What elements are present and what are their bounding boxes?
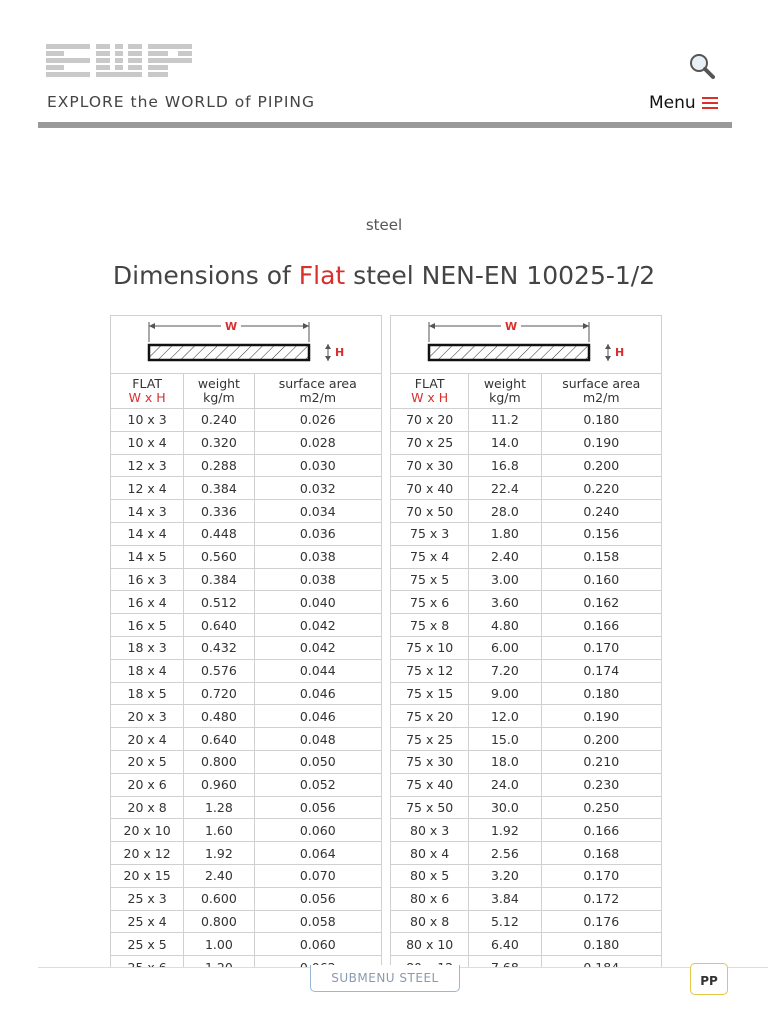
title-suffix: steel NEN-EN 10025-1/2 [345, 261, 656, 290]
hamburger-icon [702, 97, 718, 109]
weight-cell: 14.0 [469, 431, 541, 454]
weight-cell: 0.576 [184, 659, 254, 682]
weight-cell: 3.84 [469, 887, 541, 910]
table-row [111, 500, 382, 523]
flat-size-cell: 70 x 40 [391, 477, 469, 500]
flat-size-cell: 80 x 3 [391, 819, 469, 842]
submenu-steel-button[interactable]: SUBMENU STEEL [310, 965, 460, 992]
table-row [391, 682, 662, 705]
table-row [111, 636, 382, 659]
surface-area-cell: 0.174 [541, 659, 661, 682]
flat-size-cell: 10 x 4 [111, 431, 184, 454]
weight-cell: 0.336 [184, 500, 254, 523]
table-row [391, 887, 662, 910]
weight-cell: 1.28 [184, 796, 254, 819]
weight-cell: 4.80 [469, 614, 541, 637]
table-row [391, 636, 662, 659]
dimensions-table-left [110, 315, 382, 979]
flat-size-cell: 20 x 3 [111, 705, 184, 728]
weight-cell: 0.720 [184, 682, 254, 705]
flat-size-cell: 75 x 50 [391, 796, 469, 819]
flat-size-cell: 75 x 10 [391, 636, 469, 659]
weight-cell: 1.92 [184, 842, 254, 865]
table-row [391, 796, 662, 819]
surface-area-cell: 0.180 [541, 933, 661, 956]
table-row [391, 409, 662, 432]
flat-size-cell: 75 x 3 [391, 522, 469, 545]
surface-area-cell: 0.038 [254, 545, 381, 568]
surface-area-cell: 0.046 [254, 682, 381, 705]
surface-area-cell: 0.170 [541, 636, 661, 659]
surface-area-cell: 0.190 [541, 705, 661, 728]
table-row [111, 773, 382, 796]
surface-area-cell: 0.240 [541, 500, 661, 523]
flat-size-cell: 75 x 30 [391, 750, 469, 773]
header-divider [38, 122, 732, 128]
weight-cell: 1.60 [184, 819, 254, 842]
table-row [391, 819, 662, 842]
weight-cell: 15.0 [469, 728, 541, 751]
surface-area-cell: 0.034 [254, 500, 381, 523]
table-row [391, 705, 662, 728]
table-row [111, 591, 382, 614]
weight-cell: 0.320 [184, 431, 254, 454]
weight-cell: 0.432 [184, 636, 254, 659]
table-row [111, 522, 382, 545]
weight-cell: 0.960 [184, 773, 254, 796]
surface-area-cell: 0.026 [254, 409, 381, 432]
weight-cell: 9.00 [469, 682, 541, 705]
flat-size-cell: 20 x 5 [111, 750, 184, 773]
weight-cell: 1.80 [469, 522, 541, 545]
table-row [111, 431, 382, 454]
surface-area-cell: 0.180 [541, 409, 661, 432]
weight-cell: 22.4 [469, 477, 541, 500]
table-row [111, 614, 382, 637]
flat-size-cell: 70 x 50 [391, 500, 469, 523]
flat-size-cell: 20 x 15 [111, 864, 184, 887]
weight-cell: 12.0 [469, 705, 541, 728]
flat-size-cell: 16 x 3 [111, 568, 184, 591]
surface-area-cell: 0.190 [541, 431, 661, 454]
table-row [391, 454, 662, 477]
search-icon[interactable] [688, 52, 716, 80]
dimensions-table-right [390, 315, 662, 979]
col-flat-header: FLAT W x H [111, 374, 184, 409]
flat-size-cell: 10 x 3 [111, 409, 184, 432]
weight-cell: 0.512 [184, 591, 254, 614]
table-row [391, 728, 662, 751]
col-area-header: surface area m2/m [254, 374, 381, 409]
table-row [391, 545, 662, 568]
table-row [391, 500, 662, 523]
table-row [391, 591, 662, 614]
surface-area-cell: 0.052 [254, 773, 381, 796]
surface-area-cell: 0.038 [254, 568, 381, 591]
table-row [111, 887, 382, 910]
weight-cell: 3.00 [469, 568, 541, 591]
surface-area-cell: 0.042 [254, 614, 381, 637]
weight-cell: 0.480 [184, 705, 254, 728]
logo-graphic [46, 44, 192, 78]
surface-area-cell: 0.200 [541, 454, 661, 477]
flat-size-cell: 12 x 4 [111, 477, 184, 500]
dimensions-table-right-wrap [390, 315, 662, 979]
flat-size-cell: 25 x 4 [111, 910, 184, 933]
weight-cell: 2.40 [184, 864, 254, 887]
flat-size-cell: 16 x 4 [111, 591, 184, 614]
diagram-h-label: H [335, 346, 345, 359]
surface-area-cell: 0.160 [541, 568, 661, 591]
flat-size-cell: 80 x 10 [391, 933, 469, 956]
table-row [111, 864, 382, 887]
weight-cell: 3.60 [469, 591, 541, 614]
table-row [111, 842, 382, 865]
flat-size-cell: 70 x 25 [391, 431, 469, 454]
surface-area-cell: 0.176 [541, 910, 661, 933]
dimensions-table-left-wrap [110, 315, 382, 979]
weight-cell: 0.448 [184, 522, 254, 545]
flat-size-cell: 75 x 8 [391, 614, 469, 637]
weight-cell: 16.8 [469, 454, 541, 477]
flat-size-cell: 70 x 20 [391, 409, 469, 432]
table-row [391, 568, 662, 591]
table-row [391, 431, 662, 454]
surface-area-cell: 0.056 [254, 887, 381, 910]
flat-size-cell: 18 x 5 [111, 682, 184, 705]
page-title [0, 261, 768, 290]
flat-size-cell: 80 x 4 [391, 842, 469, 865]
table-row [391, 933, 662, 956]
weight-cell: 28.0 [469, 500, 541, 523]
weight-cell: 0.240 [184, 409, 254, 432]
surface-area-cell: 0.168 [541, 842, 661, 865]
table-row [111, 910, 382, 933]
flat-size-cell: 75 x 6 [391, 591, 469, 614]
surface-area-cell: 0.060 [254, 819, 381, 842]
weight-cell: 0.800 [184, 750, 254, 773]
flat-size-cell: 75 x 15 [391, 682, 469, 705]
surface-area-cell: 0.210 [541, 750, 661, 773]
surface-area-cell: 0.040 [254, 591, 381, 614]
table-row [111, 819, 382, 842]
flat-size-cell: 20 x 6 [111, 773, 184, 796]
weight-cell: 6.00 [469, 636, 541, 659]
flat-size-cell: 20 x 8 [111, 796, 184, 819]
surface-area-cell: 0.058 [254, 910, 381, 933]
surface-area-cell: 0.042 [254, 636, 381, 659]
surface-area-cell: 0.220 [541, 477, 661, 500]
surface-area-cell: 0.070 [254, 864, 381, 887]
table-row [391, 910, 662, 933]
weight-cell: 0.640 [184, 728, 254, 751]
flat-size-cell: 20 x 10 [111, 819, 184, 842]
table-row [391, 659, 662, 682]
flat-size-cell: 20 x 4 [111, 728, 184, 751]
surface-area-cell: 0.158 [541, 545, 661, 568]
weight-cell: 2.40 [469, 545, 541, 568]
weight-cell: 0.288 [184, 454, 254, 477]
table-row [111, 409, 382, 432]
flat-size-cell: 75 x 5 [391, 568, 469, 591]
flat-size-cell: 80 x 5 [391, 864, 469, 887]
table-row [391, 842, 662, 865]
weight-cell: 0.384 [184, 477, 254, 500]
surface-area-cell: 0.166 [541, 819, 661, 842]
diagram-w-label: W [225, 320, 238, 333]
table-row [391, 750, 662, 773]
surface-area-cell: 0.250 [541, 796, 661, 819]
weight-cell: 30.0 [469, 796, 541, 819]
table-row [111, 728, 382, 751]
flat-size-cell: 75 x 25 [391, 728, 469, 751]
flat-size-cell: 18 x 4 [111, 659, 184, 682]
flat-size-cell: 18 x 3 [111, 636, 184, 659]
surface-area-cell: 0.200 [541, 728, 661, 751]
menu-button[interactable] [649, 93, 718, 113]
flat-size-cell: 14 x 3 [111, 500, 184, 523]
surface-area-cell: 0.048 [254, 728, 381, 751]
col-weight-header: weight kg/m [184, 374, 254, 409]
weight-cell: 0.560 [184, 545, 254, 568]
weight-cell: 2.56 [469, 842, 541, 865]
table-row [111, 682, 382, 705]
weight-cell: 7.20 [469, 659, 541, 682]
col-area-header: surface area m2/m [541, 374, 661, 409]
site-tagline: EXPLORE the WORLD of PIPING [47, 93, 315, 111]
weight-cell: 1.00 [184, 933, 254, 956]
table-row [391, 477, 662, 500]
flat-size-cell: 75 x 40 [391, 773, 469, 796]
surface-area-cell: 0.056 [254, 796, 381, 819]
weight-cell: 24.0 [469, 773, 541, 796]
weight-cell: 0.600 [184, 887, 254, 910]
table-row [391, 614, 662, 637]
weight-cell: 18.0 [469, 750, 541, 773]
surface-area-cell: 0.050 [254, 750, 381, 773]
surface-area-cell: 0.156 [541, 522, 661, 545]
table-row [111, 659, 382, 682]
col-weight-header: weight kg/m [469, 374, 541, 409]
flat-size-cell: 70 x 30 [391, 454, 469, 477]
surface-area-cell: 0.230 [541, 773, 661, 796]
flat-bar-diagram [391, 316, 662, 374]
surface-area-cell: 0.044 [254, 659, 381, 682]
title-accent: Flat [298, 261, 346, 290]
surface-area-cell: 0.170 [541, 864, 661, 887]
flat-size-cell: 20 x 12 [111, 842, 184, 865]
surface-area-cell: 0.180 [541, 682, 661, 705]
menu-label: Menu [649, 93, 696, 113]
surface-area-cell: 0.064 [254, 842, 381, 865]
surface-area-cell: 0.030 [254, 454, 381, 477]
flat-size-cell: 25 x 5 [111, 933, 184, 956]
flat-size-cell: 14 x 4 [111, 522, 184, 545]
weight-cell: 0.384 [184, 568, 254, 591]
flat-size-cell: 75 x 4 [391, 545, 469, 568]
table-row [391, 864, 662, 887]
table-row [391, 773, 662, 796]
flat-size-cell: 75 x 12 [391, 659, 469, 682]
surface-area-cell: 0.032 [254, 477, 381, 500]
surface-area-cell: 0.166 [541, 614, 661, 637]
flat-size-cell: 80 x 8 [391, 910, 469, 933]
table-row [111, 454, 382, 477]
col-flat-header: FLAT W x H [391, 374, 469, 409]
flat-size-cell: 25 x 3 [111, 887, 184, 910]
table-row [111, 545, 382, 568]
flat-bar-diagram [111, 316, 382, 374]
pp-button[interactable]: PP [690, 963, 728, 995]
surface-area-cell: 0.046 [254, 705, 381, 728]
weight-cell: 1.92 [469, 819, 541, 842]
surface-area-cell: 0.036 [254, 522, 381, 545]
table-row [111, 705, 382, 728]
surface-area-cell: 0.060 [254, 933, 381, 956]
site-logo[interactable] [46, 44, 192, 82]
table-row [111, 796, 382, 819]
weight-cell: 11.2 [469, 409, 541, 432]
flat-size-cell: 12 x 3 [111, 454, 184, 477]
surface-area-cell: 0.162 [541, 591, 661, 614]
table-row [111, 477, 382, 500]
surface-area-cell: 0.028 [254, 431, 381, 454]
table-row [111, 933, 382, 956]
flat-size-cell: 14 x 5 [111, 545, 184, 568]
table-row [111, 750, 382, 773]
flat-size-cell: 16 x 5 [111, 614, 184, 637]
flat-size-cell: 75 x 20 [391, 705, 469, 728]
weight-cell: 5.12 [469, 910, 541, 933]
diagram-h-label: H [615, 346, 625, 359]
category-label: steel [365, 216, 403, 234]
table-row [391, 522, 662, 545]
flat-size-cell: 80 x 6 [391, 887, 469, 910]
title-prefix: Dimensions of [112, 261, 299, 290]
weight-cell: 6.40 [469, 933, 541, 956]
diagram-w-label: W [505, 320, 518, 333]
site-header [0, 0, 768, 130]
weight-cell: 0.800 [184, 910, 254, 933]
surface-area-cell: 0.172 [541, 887, 661, 910]
table-row [111, 568, 382, 591]
weight-cell: 3.20 [469, 864, 541, 887]
weight-cell: 0.640 [184, 614, 254, 637]
